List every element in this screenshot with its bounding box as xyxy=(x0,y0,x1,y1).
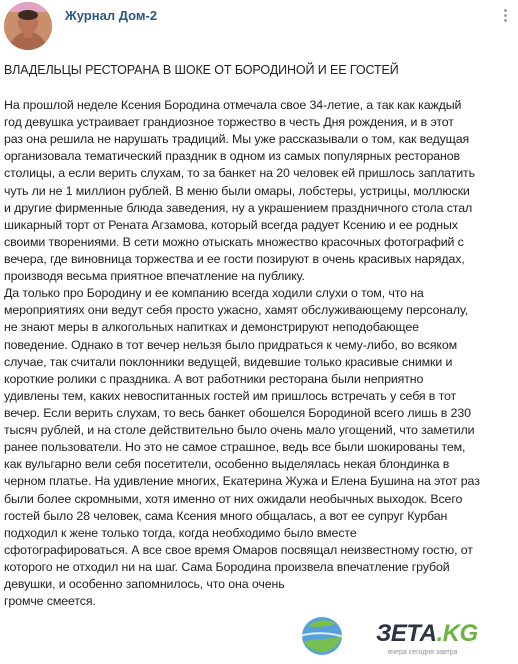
watermark-logo-suffix: .KG xyxy=(436,620,478,647)
post-text-line: вечер. Если верить слухам, то весь банкет обошелся Бородиной всего лишь в 230 xyxy=(4,405,471,420)
post-text-line: и другие фирменные блюда заведения, ну а украшением праздничного стола стал xyxy=(4,200,473,215)
post-text-line: не знают меры в алкогольных напитках и демонстрируют неподобающее xyxy=(4,320,419,335)
post-text-line: короткие ролики с праздника. А вот работники ресторана были неприятно xyxy=(4,371,424,386)
post-text-line: поведение. Однако в тот вечер нельзя было придраться к чему-либо, во всяком xyxy=(4,337,458,352)
post-text-line: столицы, а если верить слухам, то за банкет на 20 человек ей пришлось заплатить xyxy=(4,166,475,181)
post-text-line: гостей было 28 человек, сама Ксения много общалась, а вот ее супруг Курбан xyxy=(4,508,448,523)
post-text-line: девушки, и особенно запомнилось, что она очень xyxy=(4,577,285,592)
post-text-line: мероприятиях они ведут себя просто ужасно, хамят обслуживающему персоналу, xyxy=(4,303,469,318)
post-text-line: тысяч рублей, и на столе действительно было очень мало угощений, что заметили xyxy=(4,423,475,438)
post-title: ВЛАДЕЛЬЦЫ РЕСТОРАНА В ШОКЕ ОТ БОРОДИНОЙ И ЕЕ ГОСТЕЙ xyxy=(4,63,399,77)
watermark-tagline: вчера сегодня завтра xyxy=(388,649,458,656)
more-dot xyxy=(504,9,507,12)
more-dot xyxy=(504,19,507,22)
post-text-line: подходил к жене только тогда, когда необходимо было вместе xyxy=(4,525,357,540)
post-header xyxy=(0,0,518,60)
post-text-line: производя весьма приятное впечатление на публику. xyxy=(4,269,305,284)
post-body xyxy=(4,97,516,610)
post-text-line: шикарный торт от Рената Агзамова, который всегда радует Ксению и ее родных xyxy=(4,217,458,232)
watermark-logo-body: ЕТА xyxy=(390,620,437,647)
post-text-line: раз она решила не нарушать традиций. Мы уже рассказывали о том, как ведущая xyxy=(4,132,470,147)
post-text-line: которого не отходил ни на шаг. Сама Бородина произвела впечатление грубой xyxy=(4,559,450,574)
post-text-line: удивлены тем, каких невоспитанных гостей им пришлось встречать у себя в тот xyxy=(4,388,457,403)
watermark-logo-main: З xyxy=(376,620,391,647)
post-text-line: год девушка устраивает грандиозное торжество в честь Дня рождения, и в этот xyxy=(4,115,454,130)
post-text-line: вечера, где виновница торжества и ее гости позируют в очень красивых нарядах, xyxy=(4,251,465,266)
author-name[interactable]: Журнал Дом-2 xyxy=(65,8,158,23)
post-text-line: организовала тематический праздник в одном из самых популярных ресторанов xyxy=(4,149,460,164)
post-text-line: своими творениями. В сети можно отыскать множество красочных фотографий с xyxy=(4,234,464,249)
post-text-line: сфотографироваться. А все свое время Омаров посвящал неизвестному гостю, от xyxy=(4,542,473,557)
post-text-line: ранее пользователи. Но это не самое страшное, ведь все были шокированы тем, xyxy=(4,440,466,455)
more-icon[interactable] xyxy=(498,6,512,24)
site-watermark xyxy=(296,612,518,664)
post-text-line: На прошлой неделе Ксения Бородина отмечала свое 34-летие, а так как каждый xyxy=(4,98,462,112)
post-text-line: черном платье. На удивление многих, Екатерина Жужа и Елена Бушина на этот раз xyxy=(4,474,480,489)
post-text-line: Да только про Бородину и ее компанию всегда ходили слухи о том, что на xyxy=(4,286,424,301)
post-text-line: как вульгарно вели себя посетители, особенно выделялась некая блондинка в xyxy=(4,457,450,472)
post-date[interactable] xyxy=(65,28,175,37)
avatar[interactable] xyxy=(4,2,52,50)
post-text-line: случае, так считали поклонники ведущей, видевшие только красивые снимки и xyxy=(4,354,453,369)
watermark-logo xyxy=(376,620,478,648)
post-text-line: были более скромными, хотя именно от них ожидали необычных выходок. Всего xyxy=(4,491,463,506)
more-dot xyxy=(504,14,507,17)
globe-icon xyxy=(298,612,348,658)
avatar-image xyxy=(4,2,52,50)
post-text-line: чуть ли не 1 миллион рублей. В меню были омары, лобстеры, устрицы, моллюски xyxy=(4,183,470,198)
post-text-line: громче смеется. xyxy=(4,594,96,609)
